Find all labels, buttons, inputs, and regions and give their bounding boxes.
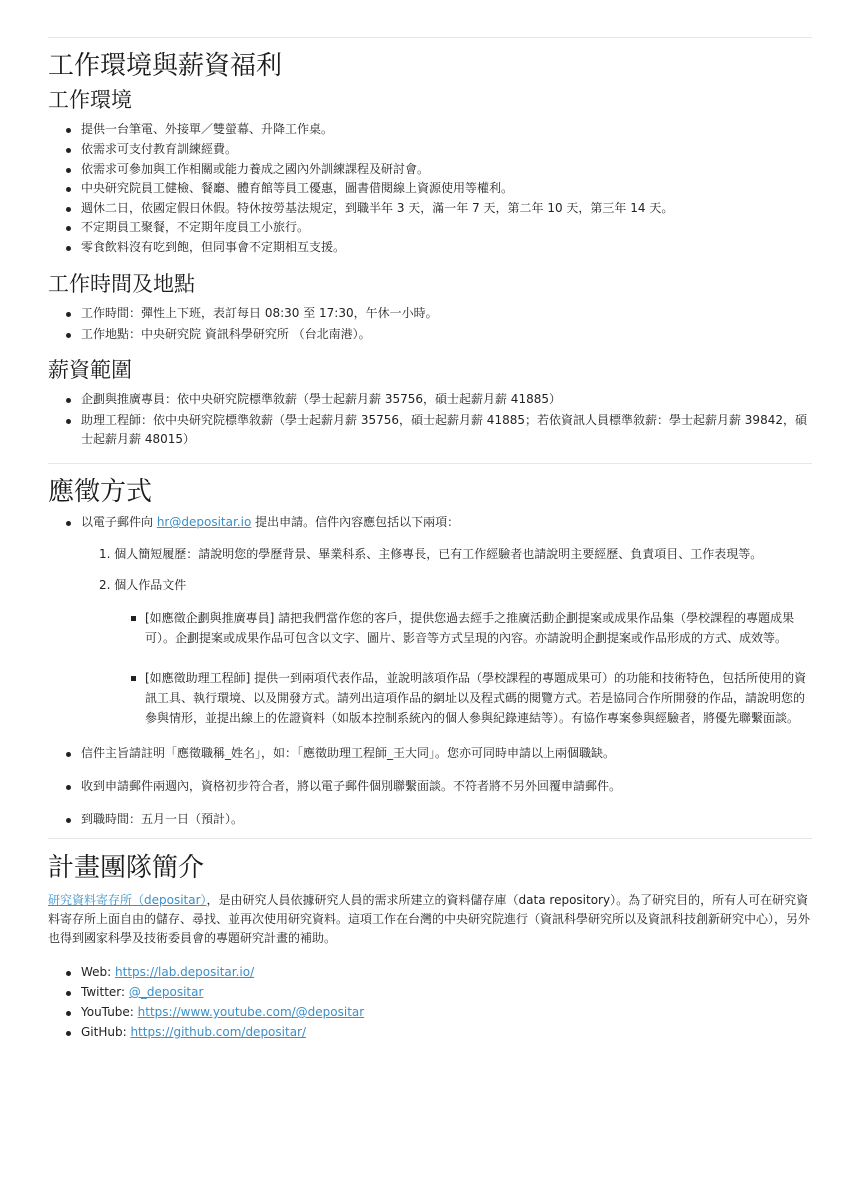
link-label: GitHub: [81, 1025, 131, 1039]
section-title-apply: 應徵方式 [48, 477, 153, 507]
ordered-item: 1. 個人簡短履歷：請說明您的學歷背景、畢業科系、主修專長，已有工作經驗者也請說明主要經歷、負責項目、工作表現等。 [99, 547, 763, 561]
bullet-icon [66, 785, 71, 790]
divider [48, 463, 812, 464]
bullet-icon [66, 207, 71, 212]
bullet-icon [66, 398, 71, 403]
bullet-icon [66, 991, 71, 996]
list-item: 依需求可支付教育訓練經費。 [81, 142, 238, 156]
bullet-icon [66, 246, 71, 251]
twitter-link[interactable]: @_depositar [128, 985, 204, 999]
bullet-icon [66, 521, 71, 526]
list-item: 企劃與推廣專員：依中央研究院標準敘薪（學士起薪月薪 35756，碩士起薪月薪 41885） [81, 392, 561, 406]
bullet-icon [66, 1011, 71, 1016]
bullet-icon [66, 971, 71, 976]
list-item: 工作時間：彈性上下班，表訂每日 08:30 至 17:30，午休一小時。 [81, 306, 438, 320]
youtube-link[interactable]: https://www.youtube.com/@depositar [137, 1005, 365, 1019]
email-link[interactable]: hr@depositar.io [156, 515, 252, 529]
list-item: 零食飲料沒有吃到飽，但同事會不定期相互支援。 [81, 240, 346, 254]
divider [48, 37, 812, 38]
subheading-environment: 工作環境 [48, 88, 132, 112]
subheading-time-place: 工作時間及地點 [48, 272, 195, 296]
bullet-icon [66, 312, 71, 317]
list-item: 提供一台筆電、外接單／雙螢幕、升降工作桌。 [81, 122, 334, 136]
bullet-icon [66, 226, 71, 231]
section-title-work-environment: 工作環境與薪資福利 [48, 51, 283, 81]
bullet-icon [66, 333, 71, 338]
sub-list-item: [如應徵企劃與推廣專員] 請把我們當作您的客戶，提供您過去經手之推廣活動企劃提案或成果作品集（學校課程的專題成果可）。企劃提案或成果作品可包含以文字、圖片、影音等方式呈現的內容。亦請說明企劃提案或作品形成的方式、成效等。 [145, 611, 795, 645]
list-item: 工作地點：中央研究院 資訊科學研究所 （台北南港）。 [81, 327, 371, 341]
link-label: Web: [81, 965, 116, 979]
list-item: 中央研究院員工健檢、餐廳、體育館等員工優惠，圖書借閱線上資源使用等權利。 [81, 181, 514, 195]
divider [48, 838, 812, 839]
square-bullet-icon [131, 616, 136, 621]
bullet-icon [66, 168, 71, 173]
bullet-icon [66, 818, 71, 823]
bullet-icon [66, 419, 71, 424]
list-item: 不定期員工聚餐，不定期年度員工小旅行。 [81, 220, 310, 234]
depositar-link[interactable]: 研究資料寄存所（depositar） [48, 893, 207, 907]
link-label: Twitter: [81, 985, 129, 999]
ordered-item: 2. 個人作品文件 [99, 578, 187, 592]
list-item [81, 983, 203, 1002]
list-item: 週休二日，依國定假日休假。特休按勞基法規定，到職半年 3 天，滿一年 7 天，第二年 10 天，第三年 14 天。 [81, 201, 674, 215]
list-item: 依需求可參加與工作相關或能力養成之國內外訓練課程及研討會。 [81, 162, 430, 176]
list-item [81, 1023, 306, 1042]
sub-list-item: [如應徵助理工程師] 提供一到兩項代表作品，並說明該項作品（學校課程的專題成果可）的功能和技術特色，包括所使用的資訊工具、執行環境、以及開發方式。請列出這項作品的網址以及程式碼的閱覽方式。若是協同合作所開發的作品，請說明您的參與情形，並提出線上的佐證資料（如版本控制系統內的個人參與紀錄連結等）。有協作專案參與經驗者，將優先聯繫面談。 [145, 671, 807, 725]
email-prefix-text: 以電子郵件向 [81, 515, 157, 529]
subheading-salary: 薪資範圍 [48, 358, 132, 382]
list-item [81, 513, 459, 532]
bullet-icon [66, 1031, 71, 1036]
bullet-icon [66, 187, 71, 192]
square-bullet-icon [131, 676, 136, 681]
list-item: 收到申請郵件兩週內，資格初步符合者，將以電子郵件個別聯繫面談。不符者將不另外回覆申請郵件。 [81, 779, 622, 793]
bullet-icon [66, 752, 71, 757]
bullet-icon [66, 128, 71, 133]
email-suffix-text: 提出申請。信件內容應包括以下兩項： [251, 515, 460, 529]
list-item [81, 963, 254, 982]
bullet-icon [66, 148, 71, 153]
list-item: 助理工程師：依中央研究院標準敘薪（學士起薪月薪 35756，碩士起薪月薪 41885；若依資訊人員標準敘薪：學士起薪月薪 39842，碩士起薪月薪 48015） [81, 413, 807, 446]
team-intro-paragraph [48, 891, 812, 948]
team-intro-text: ，是由研究人員依據研究人員的需求所建立的資料儲存庫（data repository）。為了研究目的，所有人可在研究資料寄存所上面自由的儲存、尋找、並再次使用研究資料。這項工作在台灣的中央研究院進行（資訊科學研究所以及資訊科技創新研究中心），另外也得到國家科學及技術委員會的專題研究計畫的補助。 [48, 893, 811, 945]
web-link[interactable]: https://lab.depositar.io/ [115, 965, 255, 979]
link-label: YouTube: [81, 1005, 138, 1019]
github-link[interactable]: https://github.com/depositar/ [130, 1025, 307, 1039]
list-item: 到職時間：五月一日（預計）。 [81, 812, 244, 826]
section-title-team: 計畫團隊簡介 [48, 853, 205, 883]
list-item: 信件主旨請註明「應徵職稱_姓名」，如：「應徵助理工程師_王大同」。您亦可同時申請以上兩個職缺。 [81, 746, 616, 760]
list-item [81, 1003, 364, 1022]
